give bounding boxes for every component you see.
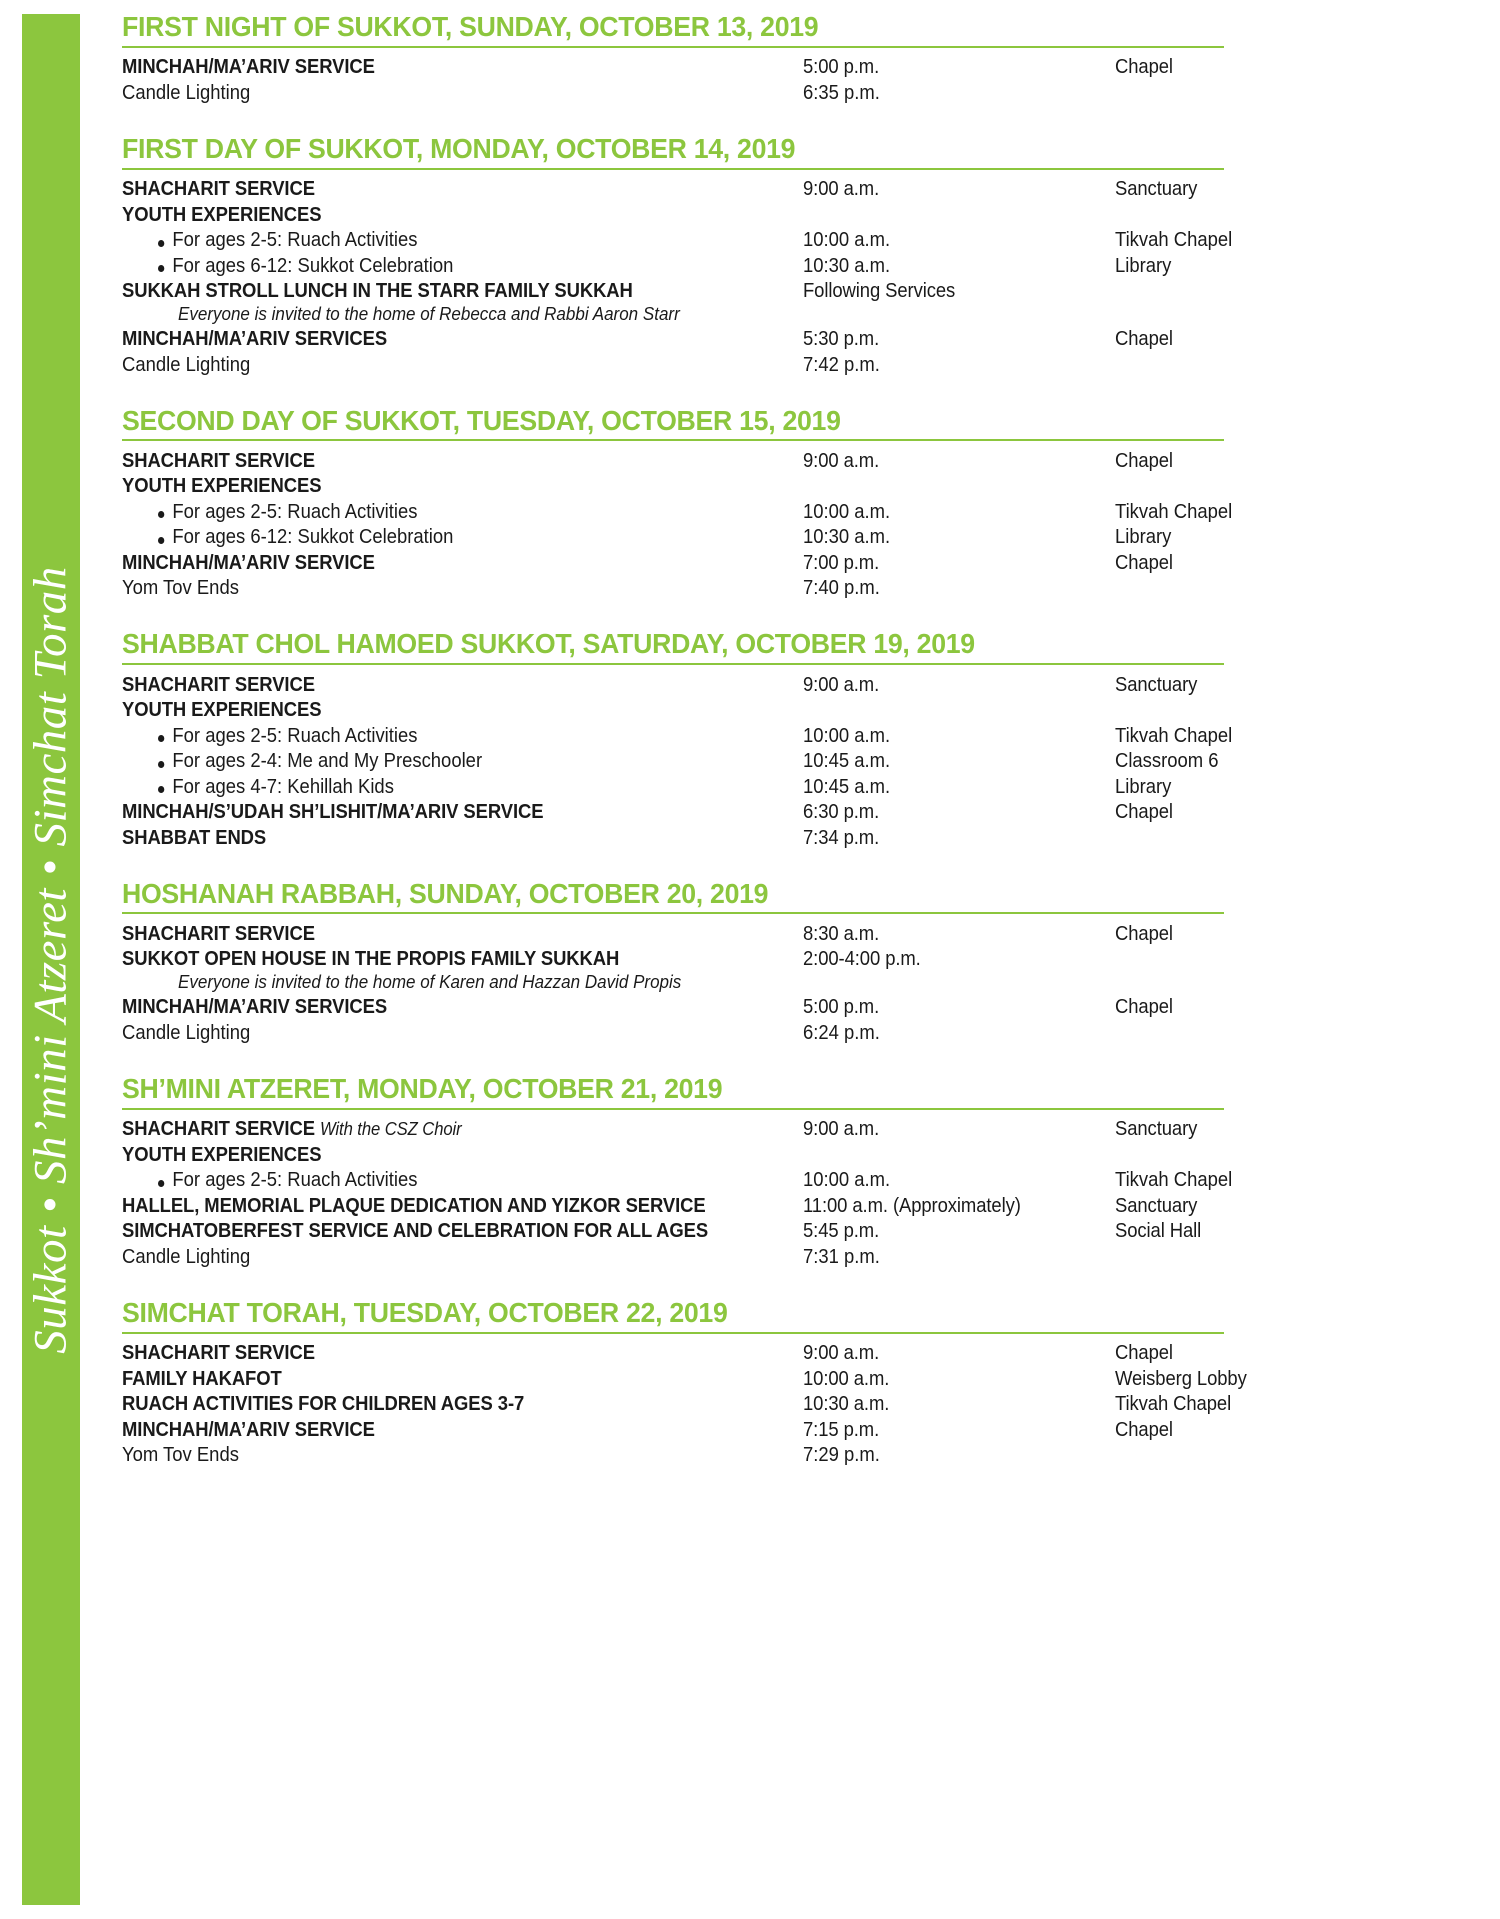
event-time: 7:31 p.m. <box>803 1244 880 1268</box>
schedule-row <box>122 448 1482 474</box>
event-time: 7:29 p.m. <box>803 1443 880 1467</box>
event-label-text: MINCHAH/MA’ARIV SERVICE <box>122 550 375 574</box>
schedule-row <box>122 1392 1482 1418</box>
event-label <box>122 352 735 376</box>
event-label <box>122 723 735 747</box>
bullet-icon <box>158 761 164 768</box>
heading-divider <box>122 912 1224 914</box>
event-time: 10:30 a.m. <box>803 253 891 277</box>
event-label-text: SHACHARIT SERVICE <box>122 1117 315 1141</box>
schedule-row <box>122 177 1482 203</box>
day-section <box>122 406 1482 624</box>
event-time: 10:45 a.m. <box>803 749 891 773</box>
bullet-icon <box>158 511 164 518</box>
event-location: Chapel <box>1115 995 1173 1019</box>
event-location: Tikvah Chapel <box>1115 1168 1233 1192</box>
event-label-text: For ages 2-5: Ruach Activities <box>172 499 418 523</box>
event-label <box>122 997 735 1018</box>
day-heading: SHABBAT CHOL HAMOED SUKKOT, SATURDAY, OCTOBER 19, 2019 <box>122 628 975 660</box>
event-label <box>122 1170 735 1191</box>
event-time: 10:00 a.m. <box>803 228 891 252</box>
event-time: 10:45 a.m. <box>803 774 891 798</box>
day-heading: FIRST NIGHT OF SUKKOT, SUNDAY, OCTOBER 13, 2019 <box>122 11 819 42</box>
bullet-icon <box>158 1180 164 1187</box>
event-label <box>122 774 735 798</box>
event-label-text: Yom Tov Ends <box>122 1443 239 1467</box>
schedule-row <box>122 1341 1482 1367</box>
event-label <box>122 921 735 945</box>
schedule-row <box>122 1117 1482 1143</box>
event-location: Tikvah Chapel <box>1115 228 1233 252</box>
event-label-text: YOUTH EXPERIENCES <box>122 698 322 722</box>
event-time: 5:00 p.m. <box>803 55 880 79</box>
event-label <box>122 202 735 226</box>
bullet-icon <box>158 537 164 544</box>
event-location: Chapel <box>1115 327 1173 351</box>
heading-divider <box>122 1332 1224 1334</box>
day-heading: HOSHANAH RABBAH, SUNDAY, OCTOBER 20, 2019 <box>122 877 769 909</box>
schedule-row <box>122 1366 1482 1392</box>
event-location: Chapel <box>1115 550 1173 574</box>
schedule-row <box>122 550 1482 576</box>
schedule-row <box>122 253 1482 279</box>
schedule-row <box>122 327 1482 353</box>
event-label-text: Candle Lighting <box>122 1020 251 1044</box>
event-label-text: MINCHAH/MA’ARIV SERVICE <box>122 1417 375 1441</box>
heading-divider <box>122 46 1224 48</box>
event-location: Chapel <box>1115 921 1173 945</box>
schedule-row <box>122 576 1482 602</box>
event-location: Chapel <box>1115 800 1173 824</box>
event-label-text: SUKKOT OPEN HOUSE IN THE PROPIS FAMILY SUKKAH <box>122 947 620 971</box>
event-time: 9:00 a.m. <box>803 1117 880 1141</box>
event-time: 9:00 a.m. <box>803 177 880 201</box>
event-label-text: For ages 2-5: Ruach Activities <box>172 1168 418 1192</box>
event-label <box>122 1445 735 1466</box>
event-location: Chapel <box>1115 55 1173 79</box>
schedule-row <box>122 698 1482 724</box>
event-location: Sanctuary <box>1115 1117 1198 1141</box>
event-label-suffix: With the CSZ Choir <box>319 1118 462 1140</box>
event-label-text: For ages 2-4: Me and My Preschooler <box>172 749 483 773</box>
event-label-text: Candle Lighting <box>122 80 251 104</box>
event-label <box>122 527 735 548</box>
event-label <box>122 1417 735 1441</box>
event-label <box>122 672 735 696</box>
event-location: Chapel <box>1115 448 1173 472</box>
event-label-text: SHABBAT ENDS <box>122 825 267 849</box>
event-time: 6:35 p.m. <box>803 80 880 104</box>
schedule-row <box>122 825 1482 851</box>
event-label <box>122 578 735 599</box>
event-label <box>122 179 735 200</box>
day-section <box>122 1074 1482 1292</box>
event-label <box>122 476 735 497</box>
event-label <box>122 1193 735 1217</box>
event-time: 7:34 p.m. <box>803 825 880 849</box>
event-location: Social Hall <box>1115 1219 1202 1243</box>
bullet-icon <box>158 265 164 272</box>
schedule-row <box>122 1244 1482 1270</box>
day-section <box>122 629 1482 872</box>
section-spacer <box>122 1270 1482 1292</box>
bullet-icon <box>158 240 164 247</box>
event-location: Sanctuary <box>1115 177 1198 201</box>
event-location: Library <box>1115 253 1172 277</box>
event-time: 5:45 p.m. <box>803 1219 880 1243</box>
event-time: 11:00 a.m. (Approximately) <box>803 1193 1021 1217</box>
schedule-row <box>122 499 1482 525</box>
heading-divider <box>122 1108 1224 1110</box>
section-spacer <box>122 106 1482 128</box>
event-label-text: SHACHARIT SERVICE <box>122 672 315 696</box>
event-label <box>122 949 735 970</box>
event-label-text: Yom Tov Ends <box>122 576 239 600</box>
event-time: 10:00 a.m. <box>803 1168 891 1192</box>
event-location: Library <box>1115 525 1172 549</box>
schedule-row <box>122 228 1482 254</box>
sidebar-vertical-title: Sukkot • Sh’mini Atzeret • Simchat Torah <box>24 565 77 1354</box>
event-time: 5:30 p.m. <box>803 327 880 351</box>
day-heading: SECOND DAY OF SUKKOT, TUESDAY, OCTOBER 15, 2019 <box>122 404 841 436</box>
event-label-text: RUACH ACTIVITIES FOR CHILDREN AGES 3-7 <box>122 1392 525 1416</box>
schedule-row <box>122 1443 1482 1469</box>
schedule-row <box>122 1168 1482 1194</box>
schedule-note: Everyone is invited to the home of Rebecca and Rabbi Aaron Starr <box>178 303 680 325</box>
event-label-text: YOUTH EXPERIENCES <box>122 1142 322 1166</box>
event-time: 10:30 a.m. <box>803 525 891 549</box>
event-time: 7:40 p.m. <box>803 576 880 600</box>
schedule-row <box>122 672 1482 698</box>
event-time: 7:00 p.m. <box>803 550 880 574</box>
schedule-row <box>122 279 1482 305</box>
event-label <box>122 80 735 104</box>
event-label-text: MINCHAH/MA’ARIV SERVICE <box>122 55 375 79</box>
schedule-row <box>122 921 1482 947</box>
event-time: 8:30 a.m. <box>803 921 880 945</box>
event-label-text: YOUTH EXPERIENCES <box>122 202 322 226</box>
heading-divider <box>122 663 1224 665</box>
event-location: Library <box>1115 774 1172 798</box>
day-section <box>122 879 1482 1068</box>
event-label-text: For ages 2-5: Ruach Activities <box>172 228 418 252</box>
event-label-text: SIMCHATOBERFEST SERVICE AND CELEBRATION FOR ALL AGES <box>122 1219 709 1243</box>
event-time: 6:30 p.m. <box>803 800 880 824</box>
event-time: 10:00 a.m. <box>803 723 891 747</box>
event-label <box>122 700 735 721</box>
sidebar-green-band <box>22 14 80 1905</box>
event-location: Chapel <box>1115 1341 1173 1365</box>
event-label <box>122 550 735 574</box>
event-label <box>122 230 735 251</box>
event-label <box>122 253 735 277</box>
event-location: Tikvah Chapel <box>1115 723 1233 747</box>
event-label-text: SUKKAH STROLL LUNCH IN THE STARR FAMILY SUKKAH <box>122 279 633 303</box>
heading-divider <box>122 168 1224 170</box>
event-time: 10:30 a.m. <box>803 1392 890 1416</box>
day-section <box>122 12 1482 128</box>
event-label <box>122 1221 735 1242</box>
event-label-text: SHACHARIT SERVICE <box>122 921 315 945</box>
schedule-row <box>122 1020 1482 1046</box>
day-heading: SIMCHAT TORAH, TUESDAY, OCTOBER 22, 2019 <box>122 1296 728 1328</box>
event-label-text: SHACHARIT SERVICE <box>122 448 315 472</box>
bullet-icon <box>158 735 164 742</box>
event-label <box>122 1244 735 1268</box>
event-label-text: For ages 2-5: Ruach Activities <box>172 723 418 747</box>
section-spacer <box>122 1046 1482 1068</box>
schedule-row <box>122 55 1482 81</box>
schedule-row <box>122 1417 1482 1443</box>
schedule-row <box>122 774 1482 800</box>
event-label <box>122 1366 735 1390</box>
schedule-note-row <box>122 972 1482 995</box>
event-label-text: HALLEL, MEMORIAL PLAQUE DEDICATION AND YIZKOR SERVICE <box>122 1193 706 1217</box>
event-label <box>122 825 735 849</box>
event-time: 9:00 a.m. <box>803 448 880 472</box>
schedule-note-row <box>122 304 1482 327</box>
bullet-icon <box>158 786 164 793</box>
event-label <box>122 802 735 823</box>
event-label <box>122 329 735 350</box>
event-time: 7:15 p.m. <box>803 1417 880 1441</box>
event-label <box>122 57 735 78</box>
schedule-row <box>122 749 1482 775</box>
event-location: Sanctuary <box>1115 1193 1198 1217</box>
schedule-row <box>122 474 1482 500</box>
day-heading: SH’MINI ATZERET, MONDAY, OCTOBER 21, 2019 <box>122 1072 723 1104</box>
event-label-text: For ages 6-12: Sukkot Celebration <box>172 253 454 277</box>
schedule-row <box>122 723 1482 749</box>
section-spacer <box>122 851 1482 873</box>
heading-divider <box>122 439 1224 441</box>
event-time: 7:42 p.m. <box>803 352 880 376</box>
event-location: Tikvah Chapel <box>1115 1392 1232 1416</box>
event-label <box>122 281 735 302</box>
schedule-row <box>122 995 1482 1021</box>
schedule-row <box>122 525 1482 551</box>
schedule-row <box>122 80 1482 106</box>
schedule-row <box>122 1219 1482 1245</box>
event-label-text: SHACHARIT SERVICE <box>122 177 315 201</box>
section-spacer <box>122 378 1482 400</box>
event-time: 10:00 a.m. <box>803 1366 890 1390</box>
event-label-text: Candle Lighting <box>122 1244 251 1268</box>
schedule-row <box>122 1193 1482 1219</box>
schedule-list <box>122 0 1482 1496</box>
day-section <box>122 1298 1482 1490</box>
section-spacer <box>122 601 1482 623</box>
event-location: Sanctuary <box>1115 672 1198 696</box>
schedule-row <box>122 947 1482 973</box>
event-time: 2:00-4:00 p.m. <box>803 947 921 971</box>
event-time: Following Services <box>803 279 956 303</box>
event-location: Weisberg Lobby <box>1115 1366 1247 1390</box>
event-label <box>122 1020 735 1044</box>
event-label-text: MINCHAH/S’UDAH SH’LISHIT/MA’ARIV SERVICE <box>122 800 544 824</box>
section-spacer <box>122 1468 1482 1490</box>
event-location: Classroom 6 <box>1115 749 1219 773</box>
event-label <box>122 499 735 523</box>
event-label-text: FAMILY HAKAFOT <box>122 1366 282 1390</box>
event-location: Tikvah Chapel <box>1115 499 1233 523</box>
event-time: 10:00 a.m. <box>803 499 891 523</box>
event-label <box>122 751 735 772</box>
day-heading: FIRST DAY OF SUKKOT, MONDAY, OCTOBER 14, 2019 <box>122 132 796 164</box>
event-label-text: For ages 4-7: Kehillah Kids <box>172 774 394 798</box>
schedule-row <box>122 202 1482 228</box>
event-location: Chapel <box>1115 1417 1173 1441</box>
event-label <box>122 1394 735 1415</box>
schedule-note: Everyone is invited to the home of Karen and Hazzan David Propis <box>178 971 682 993</box>
event-label-text: Candle Lighting <box>122 352 251 376</box>
event-time: 6:24 p.m. <box>803 1020 880 1044</box>
event-label-text: MINCHAH/MA’ARIV SERVICES <box>122 327 388 351</box>
day-section <box>122 134 1482 400</box>
event-label <box>122 1119 735 1140</box>
schedule-row <box>122 1142 1482 1168</box>
schedule-row <box>122 800 1482 826</box>
event-label-text: For ages 6-12: Sukkot Celebration <box>172 525 454 549</box>
event-time: 5:00 p.m. <box>803 995 880 1019</box>
schedule-row <box>122 352 1482 378</box>
event-time: 9:00 a.m. <box>803 672 880 696</box>
event-label <box>122 1343 735 1364</box>
event-label <box>122 1142 735 1166</box>
event-label-text: YOUTH EXPERIENCES <box>122 474 322 498</box>
event-time: 9:00 a.m. <box>803 1341 880 1365</box>
event-label-text: MINCHAH/MA’ARIV SERVICES <box>122 995 388 1019</box>
event-label <box>122 448 735 472</box>
event-label-text: SHACHARIT SERVICE <box>122 1341 315 1365</box>
